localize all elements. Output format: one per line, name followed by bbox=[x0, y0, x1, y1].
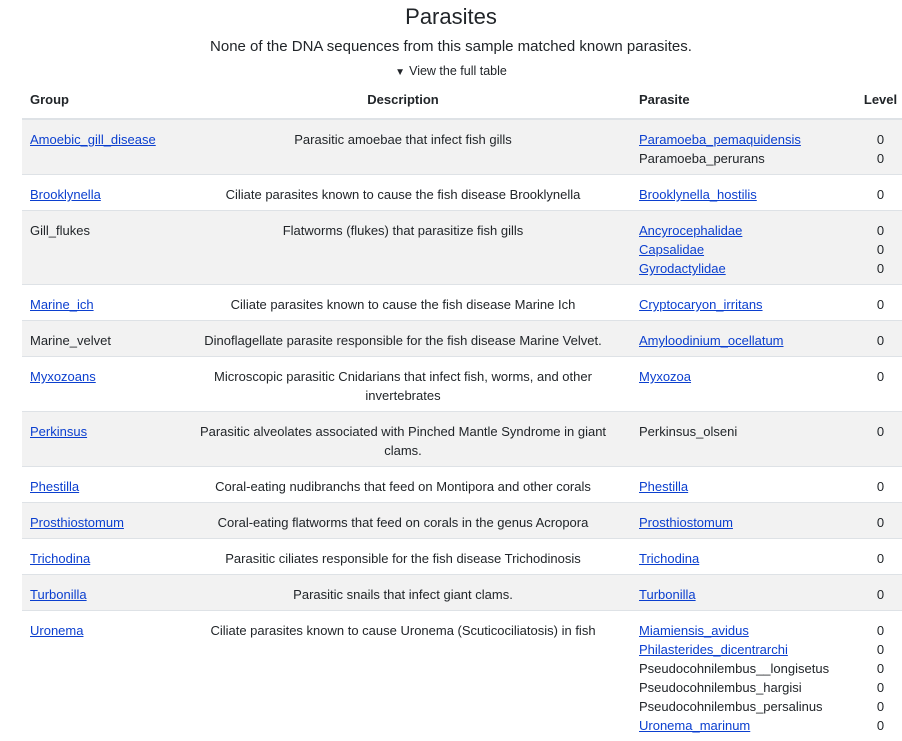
level-value: 0 bbox=[859, 549, 902, 568]
description-cell: Ciliate parasites known to cause Uronema (Scuticociliatosis) in fish bbox=[175, 611, 631, 741]
description-cell: Parasitic amoebae that infect fish gills bbox=[175, 119, 631, 175]
parasite-cell bbox=[631, 575, 841, 611]
level-cell bbox=[841, 412, 902, 467]
level-value: 0 bbox=[859, 659, 902, 678]
description-cell: Ciliate parasites known to cause the fish disease Marine Ich bbox=[175, 285, 631, 321]
table-row bbox=[22, 321, 902, 357]
table-row bbox=[22, 285, 902, 321]
page-title: Parasites bbox=[0, 0, 902, 29]
group-cell bbox=[22, 285, 175, 321]
parasite-cell bbox=[631, 611, 841, 741]
parasite-cell bbox=[631, 211, 841, 285]
group-link[interactable]: Turbonilla bbox=[30, 587, 87, 602]
column-header-group: Group bbox=[22, 81, 175, 119]
parasite-link[interactable]: Myxozoa bbox=[639, 367, 833, 386]
column-header-level: Level bbox=[841, 81, 902, 119]
parasite-link[interactable]: Phestilla bbox=[639, 477, 833, 496]
level-value: 0 bbox=[859, 149, 902, 168]
description-cell: Coral-eating nudibranchs that feed on Montipora and other corals bbox=[175, 467, 631, 503]
level-value: 0 bbox=[859, 477, 902, 496]
group-link[interactable]: Amoebic_gill_disease bbox=[30, 132, 156, 147]
level-cell bbox=[841, 503, 902, 539]
group-cell bbox=[22, 321, 175, 357]
group-cell bbox=[22, 575, 175, 611]
parasite-link[interactable]: Paramoeba_pemaquidensis bbox=[639, 130, 833, 149]
group-cell bbox=[22, 357, 175, 412]
column-header-parasite: Parasite bbox=[631, 81, 841, 119]
table-row bbox=[22, 611, 902, 741]
table-row bbox=[22, 357, 902, 412]
parasite-label: Paramoeba_perurans bbox=[639, 149, 833, 168]
parasite-cell bbox=[631, 467, 841, 503]
parasite-link[interactable]: Ancyrocephalidae bbox=[639, 221, 833, 240]
parasite-cell bbox=[631, 175, 841, 211]
group-link[interactable]: Brooklynella bbox=[30, 187, 101, 202]
level-cell bbox=[841, 211, 902, 285]
level-cell bbox=[841, 175, 902, 211]
group-link[interactable]: Prosthiostomum bbox=[30, 515, 124, 530]
description-cell: Flatworms (flukes) that parasitize fish gills bbox=[175, 211, 631, 285]
parasite-label: Pseudocohnilembus__longisetus bbox=[639, 659, 833, 678]
level-cell bbox=[841, 467, 902, 503]
group-cell bbox=[22, 539, 175, 575]
description-cell: Parasitic ciliates responsible for the fish disease Trichodinosis bbox=[175, 539, 631, 575]
description-cell: Dinoflagellate parasite responsible for the fish disease Marine Velvet. bbox=[175, 321, 631, 357]
level-value: 0 bbox=[859, 697, 902, 716]
level-value: 0 bbox=[859, 185, 902, 204]
parasite-cell bbox=[631, 539, 841, 575]
parasite-link[interactable]: Capsalidae bbox=[639, 240, 833, 259]
triangle-down-icon: ▼ bbox=[395, 67, 405, 78]
table-row bbox=[22, 539, 902, 575]
parasite-link[interactable]: Turbonilla bbox=[639, 585, 833, 604]
level-value: 0 bbox=[859, 640, 902, 659]
level-cell bbox=[841, 611, 902, 741]
parasite-cell bbox=[631, 119, 841, 175]
level-value: 0 bbox=[859, 295, 902, 314]
parasite-link[interactable]: Miamiensis_avidus bbox=[639, 621, 833, 640]
parasites-table bbox=[22, 81, 902, 741]
parasite-link[interactable]: Cryptocaryon_irritans bbox=[639, 295, 833, 314]
level-cell bbox=[841, 119, 902, 175]
parasite-link[interactable]: Brooklynella_hostilis bbox=[639, 185, 833, 204]
parasite-link[interactable]: Gyrodactylidae bbox=[639, 259, 833, 278]
level-value: 0 bbox=[859, 130, 902, 149]
level-cell bbox=[841, 575, 902, 611]
parasite-link[interactable]: Uronema_marinum bbox=[639, 716, 833, 735]
level-value: 0 bbox=[859, 716, 902, 735]
level-value: 0 bbox=[859, 240, 902, 259]
description-cell: Parasitic alveolates associated with Pinched Mantle Syndrome in giant clams. bbox=[175, 412, 631, 467]
description-cell: Ciliate parasites known to cause the fish disease Brooklynella bbox=[175, 175, 631, 211]
parasite-cell bbox=[631, 357, 841, 412]
level-value: 0 bbox=[859, 621, 902, 640]
table-row bbox=[22, 211, 902, 285]
table-body bbox=[22, 119, 902, 741]
level-cell bbox=[841, 539, 902, 575]
group-link[interactable]: Marine_ich bbox=[30, 297, 94, 312]
group-label: Marine_velvet bbox=[30, 333, 111, 348]
parasite-link[interactable]: Amyloodinium_ocellatum bbox=[639, 331, 833, 350]
table-row bbox=[22, 503, 902, 539]
group-cell bbox=[22, 611, 175, 741]
group-cell bbox=[22, 412, 175, 467]
parasite-link[interactable]: Prosthiostomum bbox=[639, 513, 833, 532]
group-link[interactable]: Trichodina bbox=[30, 551, 90, 566]
table-row bbox=[22, 175, 902, 211]
group-cell bbox=[22, 119, 175, 175]
table-row bbox=[22, 575, 902, 611]
group-link[interactable]: Uronema bbox=[30, 623, 83, 638]
level-value: 0 bbox=[859, 678, 902, 697]
description-cell: Coral-eating flatworms that feed on corals in the genus Acropora bbox=[175, 503, 631, 539]
column-header-description: Description bbox=[175, 81, 631, 119]
description-cell: Parasitic snails that infect giant clams. bbox=[175, 575, 631, 611]
parasite-label: Pseudocohnilembus_hargisi bbox=[639, 678, 833, 697]
parasite-link[interactable]: Trichodina bbox=[639, 549, 833, 568]
level-cell bbox=[841, 357, 902, 412]
parasite-cell bbox=[631, 321, 841, 357]
parasite-cell bbox=[631, 285, 841, 321]
level-value: 0 bbox=[859, 513, 902, 532]
level-cell bbox=[841, 321, 902, 357]
group-cell bbox=[22, 211, 175, 285]
group-link[interactable]: Myxozoans bbox=[30, 369, 96, 384]
level-value: 0 bbox=[859, 585, 902, 604]
table-row bbox=[22, 119, 902, 175]
level-value: 0 bbox=[859, 221, 902, 240]
group-label: Gill_flukes bbox=[30, 223, 90, 238]
parasite-cell bbox=[631, 412, 841, 467]
group-cell bbox=[22, 175, 175, 211]
parasite-cell bbox=[631, 503, 841, 539]
level-value: 0 bbox=[859, 259, 902, 278]
table-row bbox=[22, 467, 902, 503]
group-cell bbox=[22, 467, 175, 503]
toggle-label: View the full table bbox=[409, 64, 507, 78]
level-value: 0 bbox=[859, 367, 902, 386]
parasite-link[interactable]: Philasterides_dicentrarchi bbox=[639, 640, 833, 659]
table-header-row bbox=[22, 81, 902, 119]
level-value: 0 bbox=[859, 331, 902, 350]
level-value: 0 bbox=[859, 422, 902, 441]
parasite-label: Pseudocohnilembus_persalinus bbox=[639, 697, 833, 716]
view-full-table-toggle[interactable] bbox=[0, 63, 902, 81]
group-link[interactable]: Perkinsus bbox=[30, 424, 87, 439]
level-cell bbox=[841, 285, 902, 321]
table-row bbox=[22, 412, 902, 467]
description-cell: Microscopic parasitic Cnidarians that infect fish, worms, and other invertebrates bbox=[175, 357, 631, 412]
group-link[interactable]: Phestilla bbox=[30, 479, 79, 494]
page-subtitle: None of the DNA sequences from this sample matched known parasites. bbox=[0, 37, 902, 57]
group-cell bbox=[22, 503, 175, 539]
parasite-label: Perkinsus_olseni bbox=[639, 422, 833, 441]
